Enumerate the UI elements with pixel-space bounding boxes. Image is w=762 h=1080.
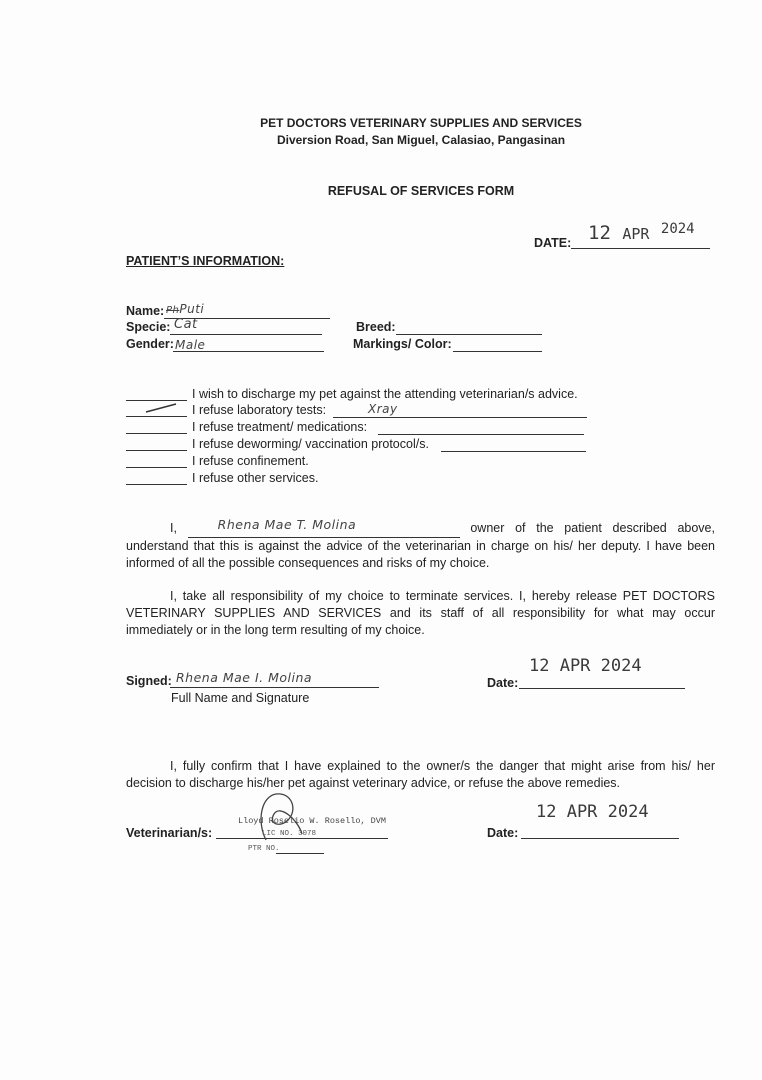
- breed-line: [396, 334, 542, 335]
- vet-stamp-ptr: PTR NO.: [248, 845, 280, 853]
- vet-date-label: Date:: [487, 826, 519, 840]
- owner-name-line: [188, 517, 460, 538]
- option-blank[interactable]: [126, 467, 187, 468]
- date-label: DATE:: [534, 236, 572, 250]
- vet-confirmation-text: I, fully confirm that I have explained to the owner/s the danger that might arise from his/ her decision to discharge his/her pet against veterinary advice, or refuse the above remedies.: [126, 759, 715, 790]
- option-label: I refuse laboratory tests:: [192, 403, 327, 417]
- form-title: REFUSAL OF SERVICES FORM: [327, 184, 515, 198]
- check-mark: [144, 402, 178, 414]
- markings-line: [453, 351, 542, 352]
- signed-date-stamp: 12 APR 2024: [529, 656, 642, 676]
- owner-prefix: I,: [170, 521, 177, 535]
- option-blank[interactable]: [126, 450, 187, 451]
- signed-date-label: Date:: [487, 676, 519, 690]
- ptr-line: [276, 853, 324, 854]
- signed-value: Rhena Mae I. Molina: [176, 670, 313, 685]
- option-detail-line[interactable]: [378, 434, 584, 435]
- vet-stamp-license: LIC NO. 3078: [262, 830, 317, 838]
- org-name: PET DOCTORS VETERINARY SUPPLIES AND SERVICES: [260, 116, 582, 130]
- option-detail-line[interactable]: [441, 451, 586, 452]
- date-year: 2024: [660, 221, 695, 237]
- option-label: I wish to discharge my pet against the attending veterinarian/s advice.: [192, 387, 578, 401]
- signed-date-line: [519, 688, 685, 689]
- date-month: APR: [622, 225, 650, 243]
- vet-label: Veterinarian/s:: [126, 826, 213, 840]
- vet-stamp-name: Lloyd Roselio W. Rosello, DVM: [238, 816, 386, 826]
- option-detail-line[interactable]: [333, 417, 587, 418]
- gender-label: Gender:: [126, 337, 174, 351]
- option-blank[interactable]: [126, 416, 187, 417]
- vet-confirmation: [126, 758, 715, 792]
- org-address: Diversion Road, San Miguel, Calasiao, Pangasinan: [276, 133, 566, 147]
- option-label: I refuse confinement.: [192, 454, 309, 468]
- signed-label: Signed:: [126, 674, 172, 688]
- owner-statement: [126, 517, 715, 572]
- date-day: 12: [588, 222, 611, 244]
- gender-value: Male: [175, 338, 206, 352]
- specie-value: Cat: [174, 317, 198, 332]
- specie-label: Specie:: [126, 320, 171, 334]
- vet-date-line: [521, 838, 679, 839]
- option-blank[interactable]: [126, 484, 187, 485]
- name-struck: Ph: [166, 305, 180, 316]
- date-line: [571, 248, 710, 249]
- markings-label: Markings/ Color:: [353, 337, 452, 351]
- patient-section-label: PATIENT’S INFORMATION:: [126, 254, 285, 268]
- responsibility-text: I, take all responsibility of my choice to terminate services. I, hereby release PET DOCTORS VETERINARY SUPPLIES AND SERVICES and its staff of all responsibility for what may occur immediately or in the long term resulting of my choice.: [126, 589, 715, 637]
- option-blank[interactable]: [126, 400, 187, 401]
- owner-name-value: Rhena Mae T. Molina: [217, 517, 357, 532]
- signed-caption: Full Name and Signature: [171, 691, 310, 705]
- owner-statement-text: owner of the patient described above, understand that this is against the advice of the veterinarian in charge on his/ her deputy. I have been informed of all the possible consequences and risks of my choice.: [126, 521, 715, 570]
- vet-date-stamp: 12 APR 2024: [536, 802, 649, 822]
- option-label: I refuse deworming/ vaccination protocol/s.: [192, 437, 429, 451]
- name-label: Name:: [126, 304, 165, 318]
- option-detail: Xray: [368, 402, 398, 416]
- option-blank[interactable]: [126, 433, 187, 434]
- name-value: [166, 302, 204, 316]
- breed-label: Breed:: [356, 320, 396, 334]
- option-label: I refuse other services.: [192, 471, 319, 485]
- option-label: I refuse treatment/ medications:: [192, 420, 368, 434]
- date-stamp: [588, 222, 695, 244]
- signed-line: [170, 687, 379, 688]
- responsibility-statement: [126, 588, 715, 639]
- name-text: Puti: [179, 302, 205, 316]
- specie-line: [170, 334, 322, 335]
